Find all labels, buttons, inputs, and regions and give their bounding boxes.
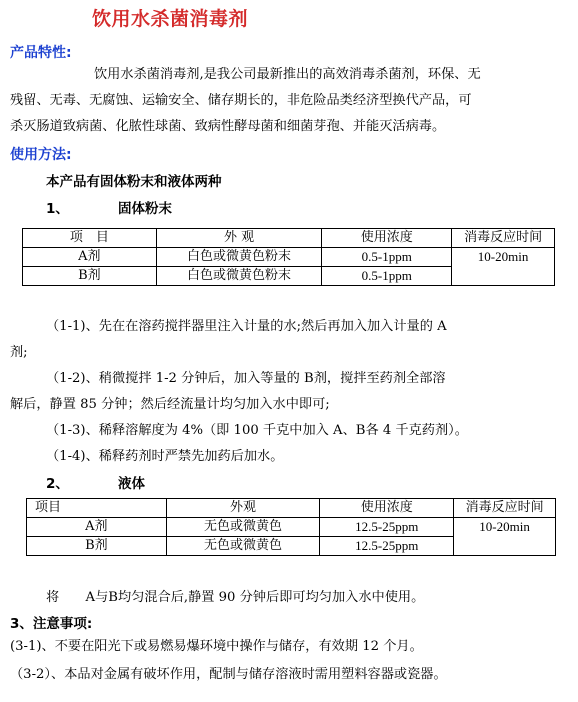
header-reaction-time: 消毒反应时间 bbox=[452, 229, 555, 248]
usage-heading: 使用方法: bbox=[10, 147, 72, 163]
row-appearance: 白色或微黄色粉末 bbox=[156, 267, 322, 286]
header-concentration: 使用浓度 bbox=[320, 499, 454, 518]
step-1-4: （1-4)、稀释药剂时严禁先加药后加水。 bbox=[46, 449, 284, 464]
row-item: A剂 bbox=[23, 248, 157, 267]
header-appearance: 外观 bbox=[166, 499, 320, 518]
reaction-time: 10-20min bbox=[452, 248, 555, 286]
section1-title: 固体粉末 bbox=[118, 201, 172, 217]
row-appearance: 白色或微黄色粉末 bbox=[156, 248, 322, 267]
page-title: 饮用水杀菌消毒剂 bbox=[92, 8, 249, 30]
row-item: B剂 bbox=[27, 537, 167, 556]
header-concentration: 使用浓度 bbox=[322, 229, 452, 248]
header-item: 项目 bbox=[27, 499, 167, 518]
row-concentration: 0.5-1ppm bbox=[322, 248, 452, 267]
header-appearance: 外 观 bbox=[156, 229, 322, 248]
row-appearance: 无色或微黄色 bbox=[166, 518, 320, 537]
row-appearance: 无色或微黄色 bbox=[166, 537, 320, 556]
step-1-1: （1-1)、先在在溶药搅拌器里注入计量的水;然后再加入加入计量的 A bbox=[46, 319, 447, 334]
features-heading: 产品特性: bbox=[10, 45, 72, 61]
features-line-3: 杀灭肠道致病菌、化脓性球菌、致病性酵母菌和细菌芽孢、并能灭活病毒。 bbox=[10, 119, 446, 134]
reaction-time: 10-20min bbox=[454, 518, 556, 556]
table-row bbox=[23, 248, 555, 267]
row-item: A剂 bbox=[27, 518, 167, 537]
note-3-1: (3-1)、不要在阳光下或易燃易爆环境中操作与储存，有效期 12 个月。 bbox=[10, 639, 423, 654]
row-item: B剂 bbox=[23, 267, 157, 286]
step-1-3: （1-3)、稀释溶解度为 4%（即 100 千克中加入 A、B各 4 千克药剂）。 bbox=[46, 423, 468, 438]
step-1-1-cont: 剂; bbox=[10, 345, 28, 360]
row-concentration: 12.5-25ppm bbox=[320, 537, 454, 556]
table-row bbox=[27, 518, 556, 537]
step-1-2: （1-2)、稍微搅拌 1-2 分钟后，加入等量的 B剂，搅拌至药剂全部溶 bbox=[46, 371, 446, 386]
row-concentration: 12.5-25ppm bbox=[320, 518, 454, 537]
powder-spec-table bbox=[22, 228, 555, 286]
table-header-row bbox=[27, 499, 556, 518]
section1-number: 1、 bbox=[46, 201, 69, 217]
features-line-2: 残留、无毒、无腐蚀、运输安全、储存期长的，非危险品类经济型换代产品，可 bbox=[10, 93, 472, 108]
liquid-spec-table bbox=[26, 498, 556, 556]
header-reaction-time: 消毒反应时间 bbox=[454, 499, 556, 518]
usage-intro: 本产品有固体粉末和液体两种 bbox=[46, 174, 222, 190]
section2-number: 2、 bbox=[46, 476, 69, 492]
features-line-1: 饮用水杀菌消毒剂,是我公司最新推出的高效消毒杀菌剂，环保、无 bbox=[94, 67, 481, 82]
step-1-2-cont: 解后，静置 85 分钟；然后经流量计均匀加入水中即可; bbox=[10, 397, 330, 412]
note-3-2: （3-2）、本品对金属有破坏作用，配制与储存溶液时需用塑料容器或瓷器。 bbox=[10, 667, 447, 682]
table-header-row bbox=[23, 229, 555, 248]
section2-title: 液体 bbox=[118, 476, 145, 492]
header-item: 项 目 bbox=[23, 229, 157, 248]
row-concentration: 0.5-1ppm bbox=[322, 267, 452, 286]
notes-heading: 3、注意事项: bbox=[10, 616, 93, 632]
mix-instruction: 将 A与B均匀混合后,静置 90 分钟后即可均匀加入水中使用。 bbox=[46, 590, 425, 605]
